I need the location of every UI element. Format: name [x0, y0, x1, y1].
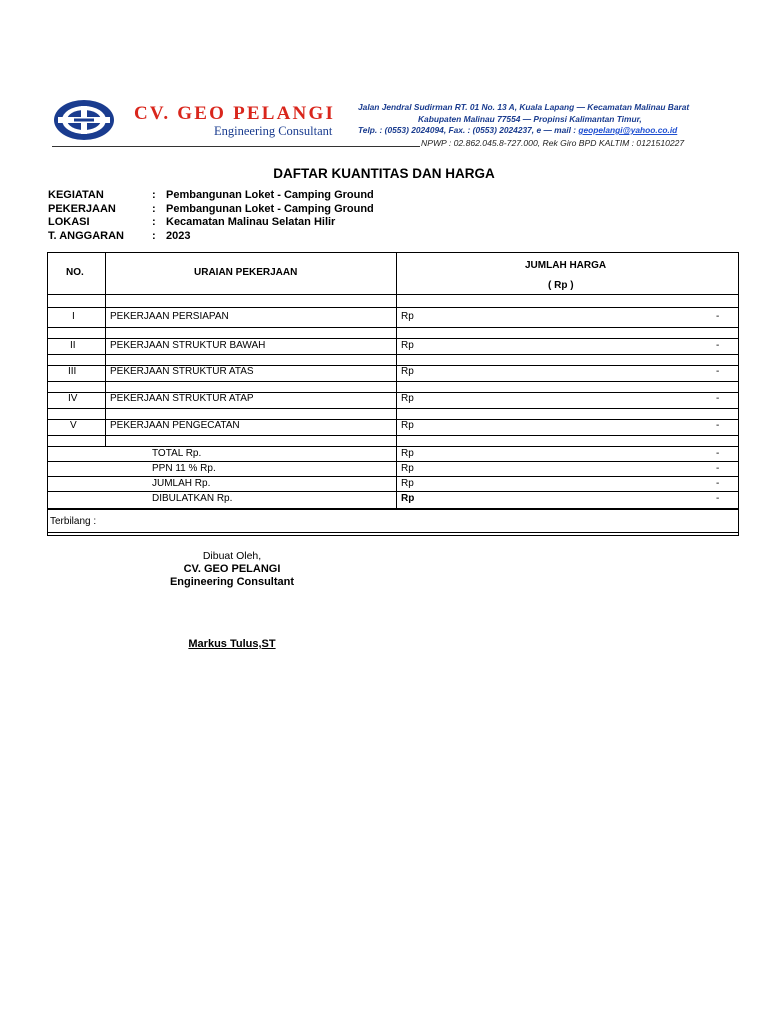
- total-currency: Rp: [401, 448, 414, 459]
- row-uraian: PEKERJAAN STRUKTUR ATAS: [110, 366, 254, 377]
- row-line: [48, 381, 738, 382]
- header-jumlah-harga: JUMLAH HARGA: [525, 260, 607, 271]
- row-no: III: [68, 366, 77, 377]
- dibulatkan-value: -: [716, 493, 720, 504]
- items-bottom-line: [48, 446, 738, 447]
- header-unit: ( Rp ): [548, 280, 574, 291]
- address-line-1: Jalan Jendral Sudirman RT. 01 No. 13 A, Kuala Lapang — Kecamatan Malinau Barat: [358, 102, 690, 112]
- row-line: [48, 327, 738, 328]
- jumlah-label: JUMLAH Rp.: [152, 478, 211, 489]
- info-sep: :: [152, 216, 156, 228]
- address-line-2: Kabupaten Malinau 77554 — Propinsi Kalimantan Timur,: [418, 114, 642, 124]
- info-sep: :: [152, 189, 156, 201]
- company-logo-icon: [52, 98, 116, 142]
- info-sep: :: [152, 203, 156, 215]
- total-value: -: [716, 448, 720, 459]
- jumlah-currency: Rp: [401, 478, 414, 489]
- row-value: -: [716, 393, 720, 404]
- row-currency: Rp: [401, 340, 414, 351]
- row-no: II: [70, 340, 76, 351]
- ppn-label: PPN 11 % Rp.: [152, 463, 216, 474]
- contact-text: Telp. : (0553) 2024094, Fax. : (0553) 2024237, e — mail :: [358, 125, 579, 135]
- info-value: Pembangunan Loket - Camping Ground: [166, 189, 374, 201]
- info-value: 2023: [166, 230, 191, 242]
- info-label: T. ANGGARAN: [48, 230, 124, 242]
- signature-company: CV. GEO PELANGI: [183, 563, 281, 575]
- info-value: Kecamatan Malinau Selatan Hilir: [166, 216, 336, 228]
- signature-tagline: Engineering Consultant: [169, 576, 295, 588]
- info-label: LOKASI: [48, 216, 90, 228]
- row-line: [48, 461, 738, 462]
- header-bottom-line: [48, 294, 738, 295]
- ppn-currency: Rp: [401, 463, 414, 474]
- info-row-lokasi: [48, 216, 335, 228]
- dibulatkan-label: DIBULATKAN Rp.: [152, 493, 233, 504]
- row-no: IV: [68, 393, 78, 404]
- row-value: -: [716, 420, 720, 431]
- row-line: [48, 491, 738, 492]
- signatory-name: Markus Tulus,ST: [188, 638, 276, 650]
- terbilang-box: [47, 509, 739, 536]
- row-line: [48, 354, 738, 355]
- email-link[interactable]: geopelangi@yahoo.co.id: [578, 125, 678, 135]
- jumlah-value: -: [716, 478, 720, 489]
- row-no: I: [72, 311, 75, 322]
- header-no: NO.: [66, 267, 84, 278]
- row-value: -: [716, 340, 720, 351]
- info-label: PEKERJAAN: [48, 203, 116, 215]
- row-value: -: [716, 366, 720, 377]
- row-line: [48, 307, 738, 308]
- ppn-value: -: [716, 463, 720, 474]
- col-divider-no: [105, 253, 106, 447]
- npwp-text: NPWP : 02.862.045.8-727.000, Rek Giro BPD KALTIM : 0121510227: [421, 138, 685, 148]
- row-uraian: PEKERJAAN PERSIAPAN: [110, 311, 229, 322]
- row-currency: Rp: [401, 393, 414, 404]
- document-title: DAFTAR KUANTITAS DAN HARGA: [273, 166, 495, 181]
- terbilang-label: Terbilang :: [50, 516, 97, 527]
- row-currency: Rp: [401, 420, 414, 431]
- divider-line: [52, 146, 420, 147]
- row-uraian: PEKERJAAN PENGECATAN: [110, 420, 240, 431]
- company-name: CV. GEO PELANGI: [134, 103, 336, 124]
- row-line: [48, 408, 738, 409]
- info-value: Pembangunan Loket - Camping Ground: [166, 203, 374, 215]
- terbilang-underline: [48, 532, 738, 533]
- total-label: TOTAL Rp.: [152, 448, 202, 459]
- info-row-kegiatan: [48, 189, 374, 201]
- row-line: [48, 476, 738, 477]
- row-uraian: PEKERJAAN STRUKTUR ATAP: [110, 393, 254, 404]
- row-uraian: PEKERJAAN STRUKTUR BAWAH: [110, 340, 266, 351]
- quantity-price-table: [47, 252, 739, 509]
- address-line-3: [358, 125, 677, 135]
- row-currency: Rp: [401, 366, 414, 377]
- row-currency: Rp: [401, 311, 414, 322]
- header-uraian: URAIAN PEKERJAAN: [194, 267, 298, 278]
- row-line: [48, 435, 738, 436]
- info-row-pekerjaan: [48, 203, 374, 215]
- info-label: KEGIATAN: [48, 189, 104, 201]
- company-tagline: Engineering Consultant: [214, 124, 333, 138]
- row-value: -: [716, 311, 720, 322]
- info-sep: :: [152, 230, 156, 242]
- info-row-anggaran: [48, 230, 190, 242]
- dibulatkan-currency: Rp: [401, 493, 415, 504]
- row-line: [48, 338, 738, 339]
- row-no: V: [70, 420, 77, 431]
- made-by-label: Dibuat Oleh,: [202, 550, 262, 562]
